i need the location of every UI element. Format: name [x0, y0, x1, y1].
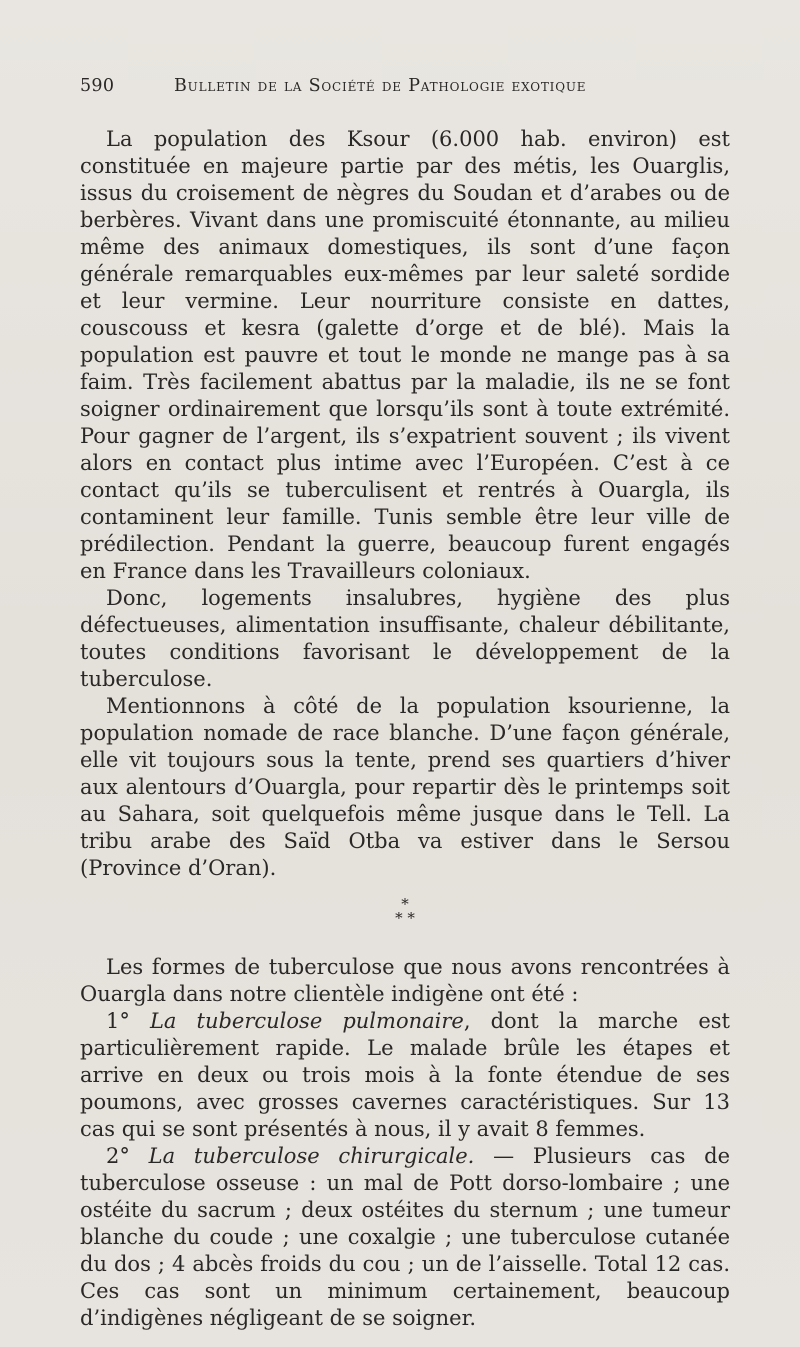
item-text-pulmonary: , dont la marche est particulièrement rapide. Le malade brûle les étapes et arrive en deux ou trois mois à la fonte étendue de ses poumons, avec grosses cavernes caractéristiques. Sur 13 cas qui se sont présentés à nous, il y avait 8 femmes. — [80, 1009, 730, 1141]
item-title-surgical: La tuberculose chirurgicale. — [148, 1144, 475, 1168]
asterism-bottom: * * — [395, 909, 415, 927]
item-number: 2° — [106, 1144, 130, 1168]
paragraph-pulmonary — [80, 1008, 730, 1143]
item-text-surgical: — Plusieurs cas de tuberculose osseuse : un mal de Pott dorso-lombaire ; une ostéite du sacrum ; deux ostéites du sternum ; une tumeur blanche du coude ; une coxalgie ; une tuberculose cutanée du dos ; 4 abcès froids du cou ; un de l’aisselle. Total 12 cas. Ces cas sont un minimum certainement, beaucoup d’indigènes négligeant de se soigner. — [80, 1144, 730, 1330]
page-number: 590 — [80, 76, 115, 96]
item-title-pulmonary: La tuberculose pulmonaire — [149, 1009, 464, 1033]
running-title: Bulletin de la Société de Pathologie exotique — [174, 76, 587, 96]
asterism-top: * — [401, 895, 409, 913]
paragraph-nomad-population: Mentionnons à côté de la population ksourienne, la population nomade de race blanche. D’une façon générale, elle vit toujours sous la tente, prend ses quartiers d’hiver aux alentours d’Ouargla, pour repartir dès le printemps soit au Sahara, soit quelquefois même jusque dans le Tell. La tribu arabe des Saïd Otba va estiver dans le Sersou (Province d’Oran). — [80, 694, 730, 880]
paragraph-ksour-population: La population des Ksour (6.000 hab. environ) est constituée en majeure partie par des métis, les Ouarglis, issus du croisement de nègres du Soudan et d’arabes ou de berbères. Vivant dans une promiscuité étonnante, au milieu même des animaux domestiques, ils sont d’une façon générale remarquables eux-mêmes par leur saleté sordide et leur vermine. Leur nourriture consiste en dattes, couscouss et kesra (galette d’orge et de blé). Mais la population est pauvre et tout le monde ne mange pas à sa faim. Très facilement abattus par la maladie, ils ne se font soigner ordinairement que lorsqu’ils sont à toute extrémité. Pour gagner de l’argent, ils s’expatrient souvent ; ils vivent alors en contact plus intime avec l’Européen. C’est à ce contact qu’ils se tuberculisent et rentrés à Ouargla, ils contaminent leur famille. Tunis semble être leur ville de prédilection. Pendant la guerre, beaucoup furent engagés en France dans les Travailleurs coloniaux. — [80, 127, 730, 583]
paragraph-conditions: Donc, logements insalubres, hygiène des plus défectueuses, alimentation insuffisante, chaleur débilitante, toutes conditions favorisant le développement de la tuberculose. — [80, 586, 730, 691]
item-number: 1° — [106, 1009, 130, 1033]
paragraph-surgical — [80, 1143, 730, 1332]
paragraph-forms-intro: Les formes de tuberculose que nous avons rencontrées à Ouargla dans notre clientèle indigène ont été : — [80, 955, 730, 1006]
asterism-separator — [80, 897, 730, 925]
body-text — [80, 126, 730, 1332]
